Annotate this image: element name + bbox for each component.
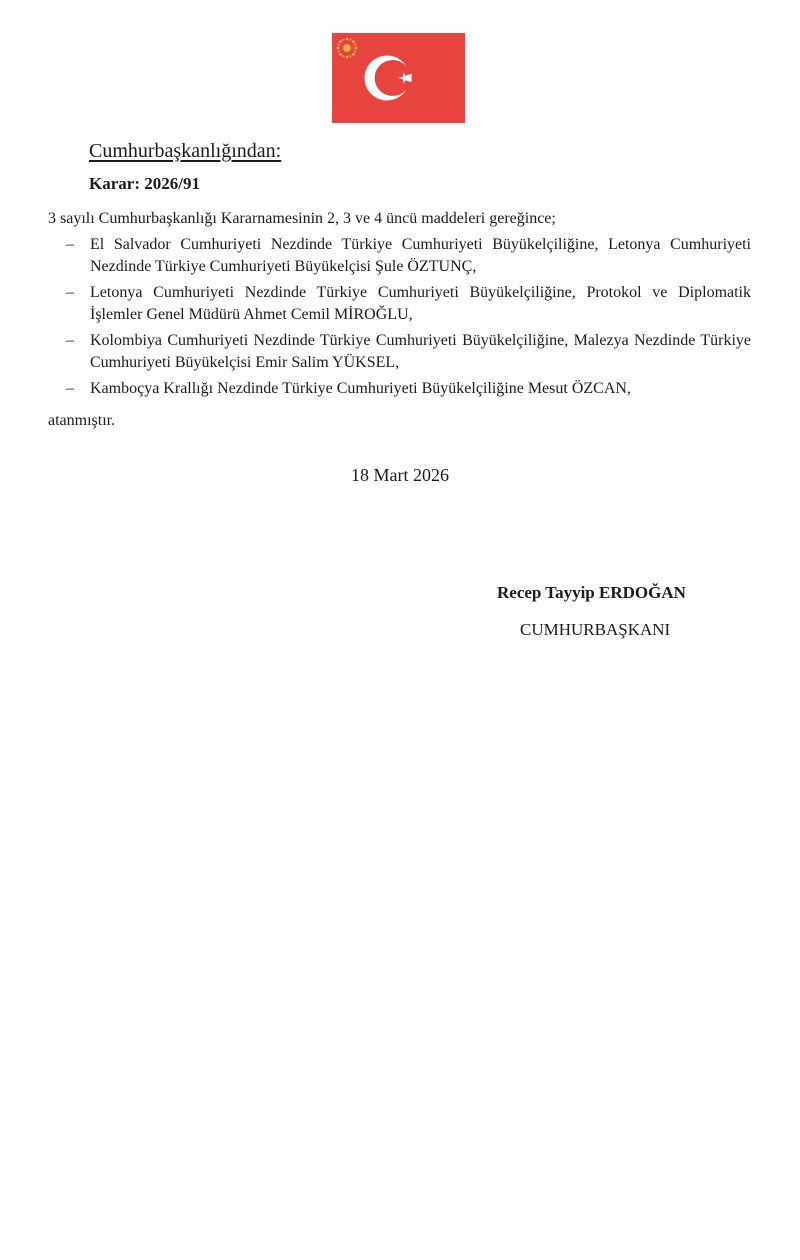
document-date: 18 Mart 2026 <box>351 465 449 485</box>
list-item-text: El Salvador Cumhuriyeti Nezdinde Türkiye Cumhuriyeti Büyükelçiliğine, Letonya Cumhuriyeti Nezdinde Türkiye Cumhuriyeti Büyükelçisi Şule ÖZTUNÇ, <box>90 236 751 275</box>
issuer-heading: Cumhurbaşkanlığından: <box>89 140 282 162</box>
intro-paragraph: 3 sayılı Cumhurbaşkanlığı Kararnamesinin 2, 3 ve 4 üncü maddeleri gereğince; <box>48 210 556 227</box>
signer-name: Recep Tayyip ERDOĞAN <box>497 583 686 602</box>
list-item <box>48 378 751 400</box>
list-item <box>48 282 751 326</box>
presidential-flag-icon <box>332 33 465 123</box>
list-dash: – <box>66 332 74 349</box>
list-item-text: Kolombiya Cumhuriyeti Nezdinde Türkiye Cumhuriyeti Büyükelçiliğine, Malezya Nezdinde Türkiye Cumhuriyeti Büyükelçisi Emir Salim YÜKSEL, <box>90 332 751 371</box>
decision-number: Karar: 2026/91 <box>89 174 200 193</box>
signer-title: CUMHURBAŞKANI <box>520 620 671 639</box>
closing-word: atanmıştır. <box>48 412 116 429</box>
list-item-text: Kamboçya Krallığı Nezdinde Türkiye Cumhuriyeti Büyükelçiliğine Mesut ÖZCAN, <box>90 380 631 397</box>
list-dash: – <box>66 284 74 301</box>
list-dash: – <box>66 236 74 253</box>
list-dash: – <box>66 380 74 397</box>
list-item <box>48 330 751 374</box>
list-item <box>48 234 751 278</box>
list-item-text: Letonya Cumhuriyeti Nezdinde Türkiye Cumhuriyeti Büyükelçiliğine, Protokol ve Diplomatik İşlemler Genel Müdürü Ahmet Cemil MİROĞLU, <box>90 284 751 323</box>
appointment-list <box>48 234 751 404</box>
